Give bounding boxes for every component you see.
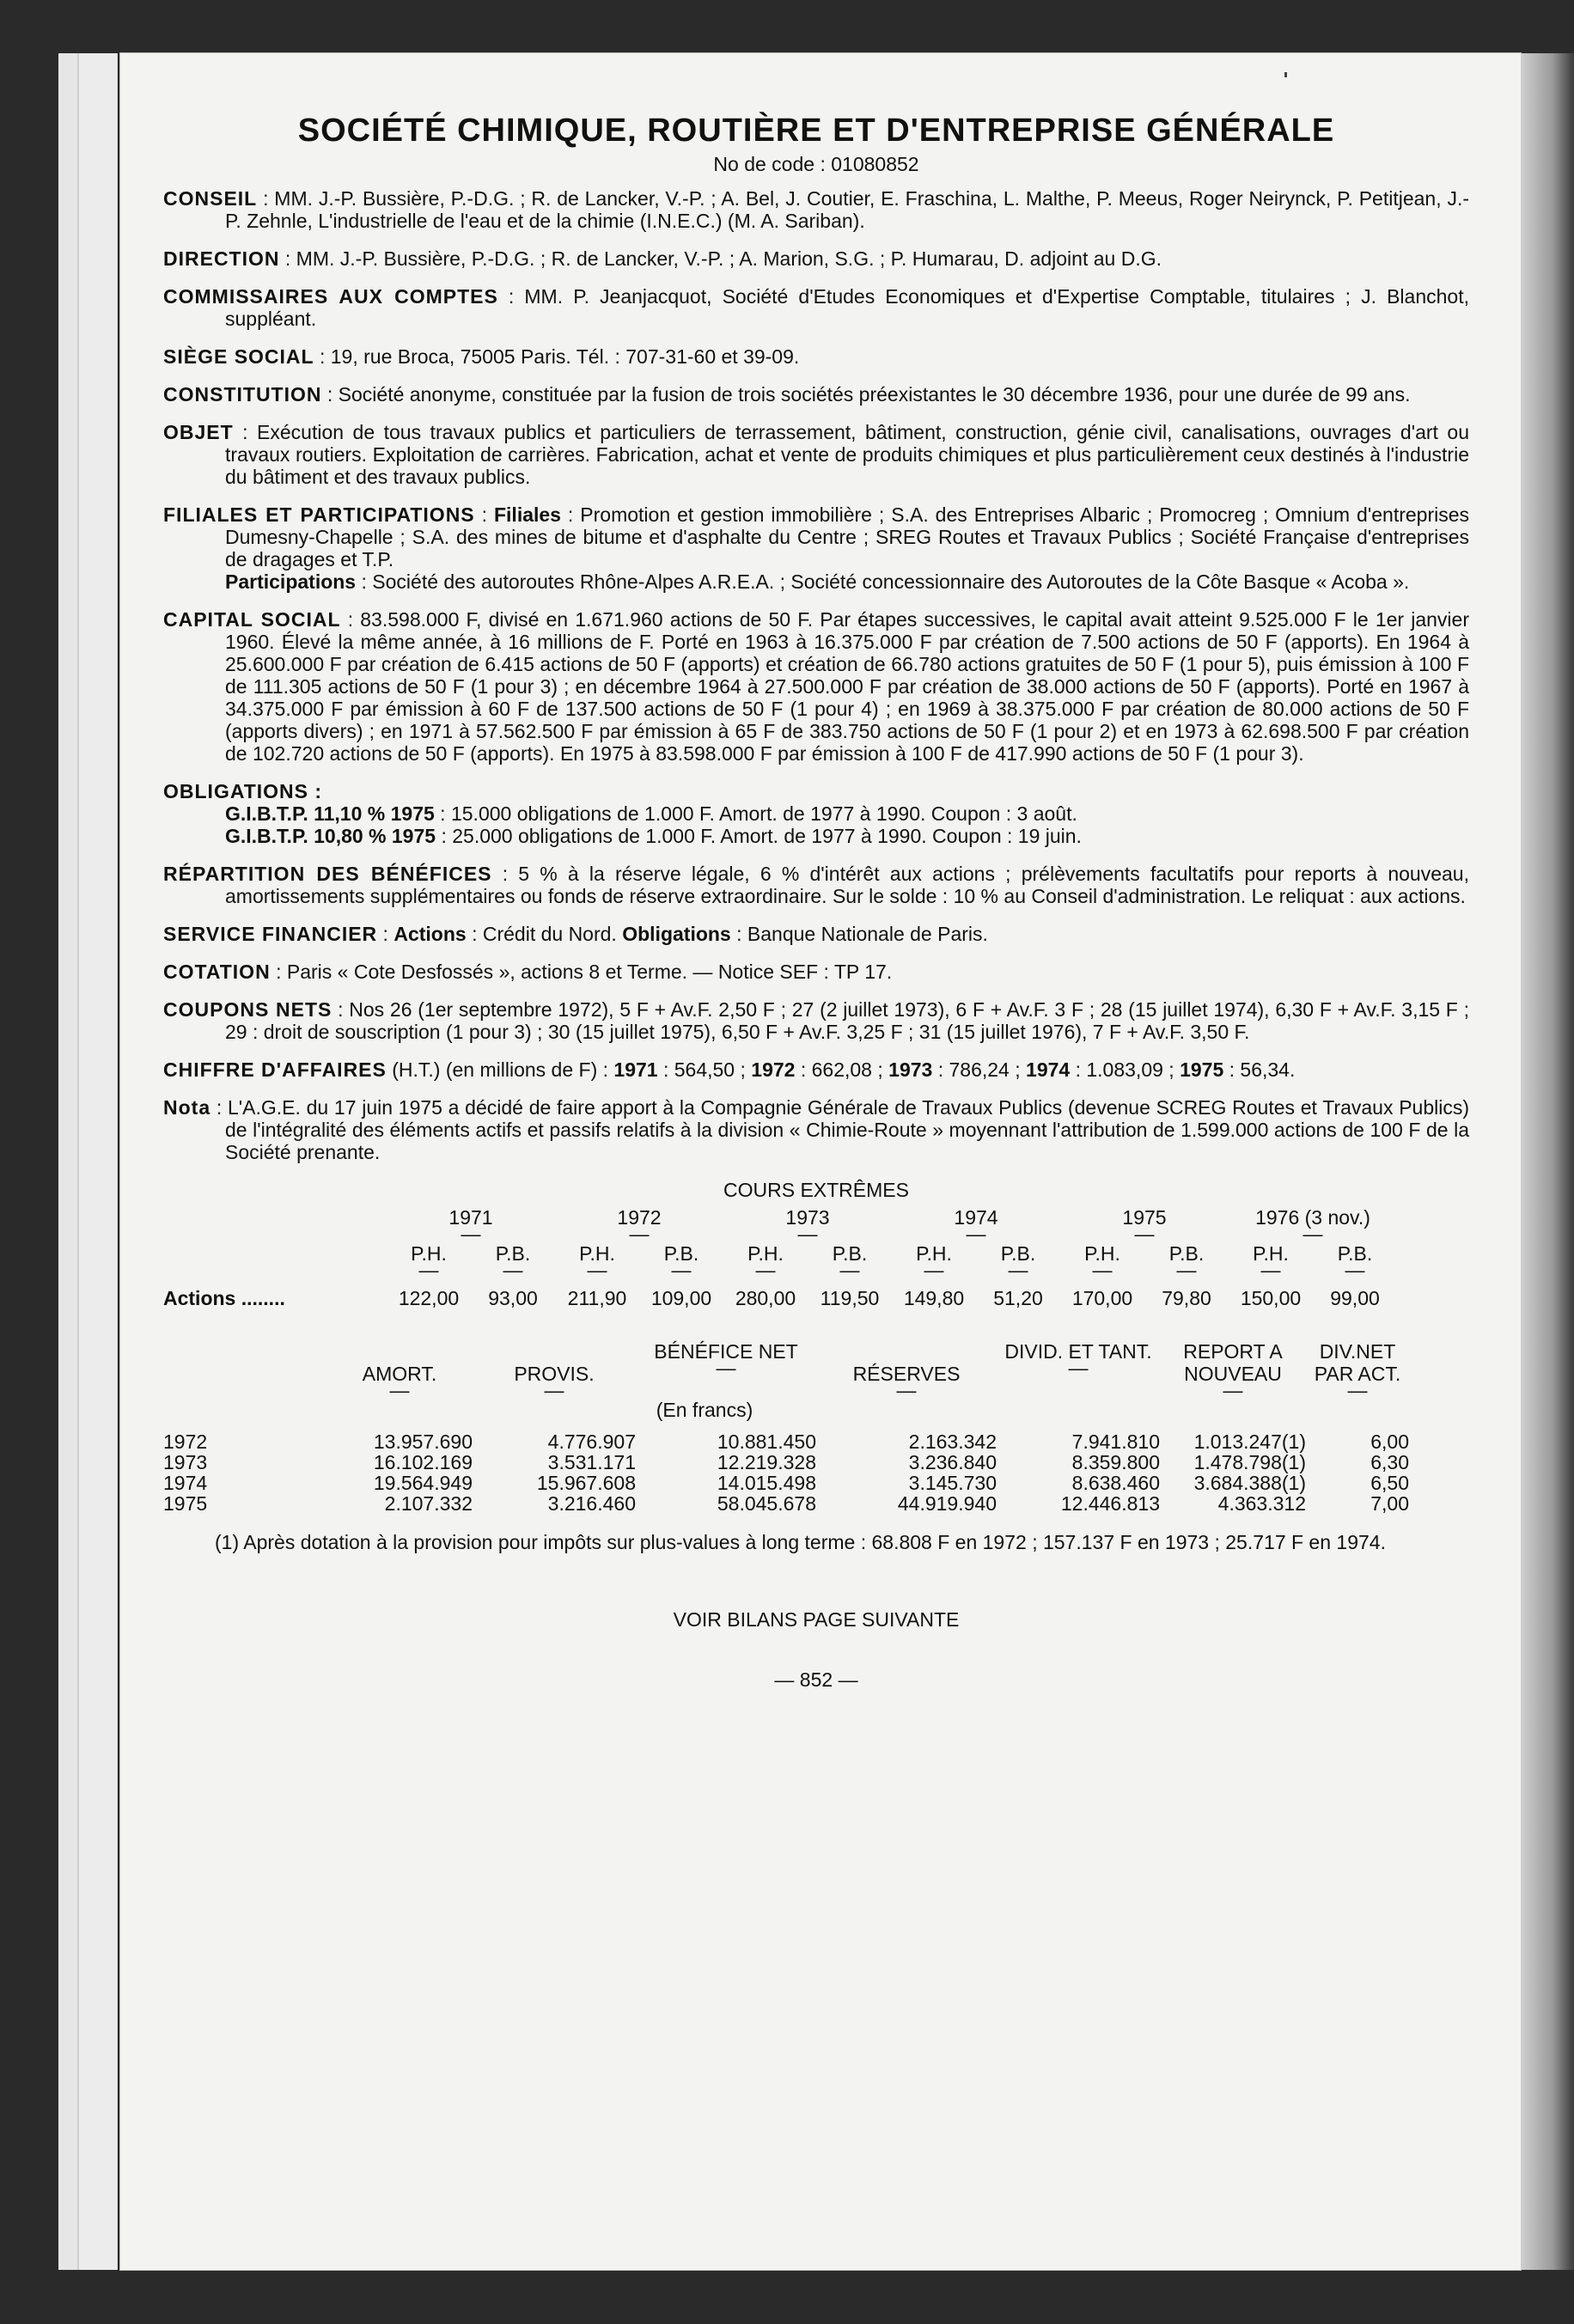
obligations-label: OBLIGATIONS : — [163, 780, 323, 802]
cours-value: 51,20 — [993, 1287, 1043, 1309]
book-gutter — [79, 53, 118, 2270]
results-unit: (En francs) — [656, 1399, 753, 1421]
results-col-header: BÉNÉFICE NET — — [654, 1340, 798, 1379]
row-year: 1974 — [163, 1472, 208, 1494]
chiffre-value: : 786,24 ; — [932, 1058, 1027, 1081]
obligation-name: G.I.B.T.P. 10,80 % 1975 — [225, 825, 436, 847]
table-cell: 13.957.690 — [373, 1430, 473, 1453]
results-header — [163, 1340, 1469, 1401]
cours-year: 1972 — — [617, 1206, 662, 1245]
cours-value: 79,80 — [1162, 1287, 1211, 1309]
table-cell: 15.967.608 — [536, 1472, 636, 1494]
cours-sub-header: P.B. — — [832, 1242, 868, 1281]
cours-value: 93,00 — [488, 1287, 538, 1309]
section-siege — [163, 345, 1469, 368]
service-label: SERVICE FINANCIER — [163, 923, 378, 945]
row-year: 1972 — [163, 1430, 208, 1453]
commissaires-label: COMMISSAIRES AUX COMPTES — [163, 285, 498, 308]
table-cell: 58.045.678 — [717, 1492, 816, 1515]
results-col-header: REPORT A NOUVEAU — — [1183, 1340, 1283, 1401]
table-cell: 12.219.328 — [717, 1451, 816, 1473]
table-cell: 44.919.940 — [897, 1492, 997, 1515]
service-obligations-text: : Banque Nationale de Paris. — [730, 923, 988, 945]
table-cell: 19.564.949 — [373, 1472, 473, 1494]
table-cell: 4.776.907 — [547, 1430, 636, 1453]
chiffre-value: : 564,50 ; — [657, 1058, 752, 1081]
repartition-text: : 5 % à la réserve légale, 6 % d'intérêt aux actions ; prélèvements facultatifs pour reports à nouveau, amortissements supplémentaires ou fonds de réserve extraordinaire. Sur le solde : 10 % au Conseil d'administration. Le reliquat : aux actions. — [225, 863, 1469, 907]
capital-text: : 83.598.000 F, divisé en 1.671.960 actions de 50 F. Par étapes successives, le capital avait atteint 9.525.000 F le 1er janvier 1960. Élevé la même année, à 16 millions de F. Porté en 1963 à 16.375.000 F par création de 7.500 actions de 50 F (apports). En 1964 à 25.600.000 F par création de 6.415 actions de 50 F (apports) et création de 66.780 actions gratuites de 50 F (1 pour 5), puis émission à 100 F de 111.305 actions de 50 F (1 pour 3) ; en décembre 1964 à 27.500.000 F par création de 38.000 actions de 50 F (apports). Porté en 1967 à 34.375.000 F par émission à 60 F de 137.500 actions de 50 F (1 pour 4) ; en 1969 à 38.375.000 F par création de 80.000 actions de 50 F (apports divers) ; en 1971 à 57.562.500 F par émission à 65 F de 383.750 actions de 50 F (1 pour 2) et en 1973 à 62.698.500 F par création de 102.720 actions de 50 F (apports). En 1975 à 83.598.000 F par émission à 100 F de 417.990 actions de 50 F (1 pour 3). — [225, 608, 1469, 765]
cours-sub-header: P.H. — — [1084, 1242, 1120, 1281]
table-cell: 10.881.450 — [717, 1430, 816, 1453]
cours-row-label: Actions ........ — [163, 1287, 285, 1309]
results-col-header: DIV.NET PAR ACT. — — [1314, 1340, 1401, 1401]
service-actions-sub: Actions — [394, 923, 467, 945]
cours-value: 280,00 — [735, 1287, 796, 1309]
obligation-line — [225, 825, 1469, 847]
chiffre-text: (H.T.) (en millions de F) : — [386, 1058, 614, 1081]
cours-sub-header: P.B. — — [1337, 1242, 1373, 1281]
constitution-label: CONSTITUTION — [163, 383, 322, 406]
section-capital — [163, 608, 1469, 765]
table-cell: 3.531.171 — [547, 1451, 636, 1473]
filiales-sub: Filiales — [493, 503, 561, 526]
cours-sub-header: P.B. — — [663, 1242, 699, 1281]
conseil-label: CONSEIL — [163, 187, 258, 210]
capital-label: CAPITAL SOCIAL — [163, 608, 341, 631]
chiffre-value: : 662,08 ; — [795, 1058, 889, 1081]
siege-text: : 19, rue Broca, 75005 Paris. Tél. : 707-31-60 et 39-09. — [314, 345, 800, 368]
chiffre-year: 1975 — [1180, 1058, 1224, 1081]
participations-text: : Société des autoroutes Rhône-Alpes A.R.E.A. ; Société concessionnaire des Autoroutes de la Côte Basque « Acoba ». — [356, 570, 1410, 593]
section-nota — [163, 1096, 1469, 1163]
table-cell: 3.684.388(1) — [1193, 1472, 1306, 1494]
results-col-header: DIVID. ET TANT. — — [1004, 1340, 1152, 1379]
company-code: No de code : 01080852 — [713, 153, 919, 175]
chiffre-year: 1972 — [751, 1058, 796, 1081]
direction-label: DIRECTION — [163, 247, 280, 270]
table-cell: 16.102.169 — [373, 1451, 473, 1473]
conseil-text: : MM. J.-P. Bussière, P.-D.G. ; R. de Lancker, V.-P. ; A. Bel, J. Coutier, E. Fraschina, L. Malthe, P. Meeus, Roger Neirynck, P. Petitjean, J.-P. Zehnle, L'industrielle de l'eau et de la chimie (I.N.E.C.) (M. A. Sariban). — [225, 187, 1469, 232]
table-row — [163, 1473, 1469, 1493]
results-col-header: AMORT. — — [362, 1363, 437, 1401]
section-constitution — [163, 383, 1469, 406]
results-footnote: (1) Après dotation à la provision pour impôts sur plus-values à long terme : 68.808 F en 1972 ; 157.137 F en 1973 ; 25.717 F en 1974. — [215, 1531, 1386, 1553]
obligation-line — [225, 802, 1469, 825]
table-cell: 3.145.730 — [908, 1472, 997, 1494]
cours-subheaders — [163, 1242, 1469, 1281]
row-year: 1973 — [163, 1451, 208, 1473]
results-spacer — [163, 1340, 326, 1395]
cours-value: 149,80 — [903, 1287, 965, 1309]
table-cell: 1.013.247(1) — [1193, 1430, 1306, 1453]
nota-label: Nota — [163, 1096, 211, 1119]
voir-bilans: VOIR BILANS PAGE SUIVANTE — [673, 1608, 960, 1631]
obligations-list — [163, 802, 1469, 847]
cours-year: 1973 — — [785, 1206, 830, 1245]
table-cell: 2.163.342 — [908, 1430, 997, 1453]
cours-value: 109,00 — [650, 1287, 712, 1309]
cours-value: 211,90 — [567, 1287, 627, 1309]
service-actions-text: : Crédit du Nord. — [466, 923, 623, 945]
cours-sub-header: P.H. — — [747, 1242, 784, 1281]
siege-label: SIÈGE SOCIAL — [163, 345, 314, 368]
service-obligations-sub: Obligations — [622, 923, 731, 945]
cours-sub-header: P.B. — — [1000, 1242, 1036, 1281]
section-service — [163, 923, 1469, 945]
chiffre-value: : 1.083,09 ; — [1070, 1058, 1180, 1081]
cours-sub-header: P.H. — — [411, 1242, 447, 1281]
coupons-text: : Nos 26 (1er septembre 1972), 5 F + Av.F. 2,50 F ; 27 (2 juillet 1973), 6 F + Av.F. 3 F ; 28 (15 juillet 1974), 6,30 F + Av.F. 3,15 F ; 29 : droit de souscription (1 pour 3) ; 30 (15 juillet 1975), 6,50 F + Av.F. 3,25 F ; 31 (15 juillet 1976), 7 F + Av.F. 3,50 F. — [225, 998, 1469, 1043]
table-cell: 1.478.798(1) — [1193, 1451, 1306, 1473]
section-obligations — [163, 780, 1469, 847]
section-cotation — [163, 961, 1469, 983]
section-direction — [163, 247, 1469, 270]
cours-year: 1975 — — [1122, 1206, 1167, 1245]
cours-sub-header: P.H. — — [916, 1242, 952, 1281]
direction-text: : MM. J.-P. Bussière, P.-D.G. ; R. de Lancker, V.-P. ; A. Marion, S.G. ; P. Humarau, D. adjoint au D.G. — [279, 247, 1162, 270]
nota-text: : L'A.G.E. du 17 juin 1975 a décidé de faire apport à la Compagnie Générale de Travaux Publics (devenue SCREG Routes et Travaux Publics) de l'intégralité des éléments actifs et passifs relatifs à la division « Chimie-Route » moyennant l'attribution de 1.599.000 actions de 100 F de la Société prenante. — [210, 1096, 1469, 1163]
table-cell: 8.638.460 — [1071, 1472, 1160, 1494]
commissaires-text: : MM. P. Jeanjacquot, Société d'Etudes Economiques et d'Expertise Comptable, titulaires ; J. Blanchot, suppléant. — [225, 285, 1469, 330]
coupons-label: COUPONS NETS — [163, 998, 332, 1021]
cours-years — [163, 1206, 1469, 1245]
table-cell: 2.107.332 — [384, 1492, 473, 1515]
cours-value: 119,50 — [820, 1287, 880, 1309]
page-content — [163, 112, 1469, 1691]
page-number: — 852 — — [774, 1668, 858, 1691]
section-chiffre — [163, 1058, 1469, 1081]
obligation-text: : 25.000 obligations de 1.000 F. Amort. de 1977 à 1990. Coupon : 19 juin. — [436, 825, 1082, 847]
table-cell: 3.236.840 — [908, 1451, 997, 1473]
table-cell: 6,50 — [1370, 1472, 1409, 1494]
page-speck — [1284, 72, 1287, 77]
results-col-header: PROVIS. — — [514, 1363, 595, 1401]
book-spine — [58, 53, 79, 2270]
cours-sub-header: P.H. — — [1253, 1242, 1289, 1281]
cours-value: 170,00 — [1071, 1287, 1133, 1309]
cotation-text: : Paris « Cote Desfossés », actions 8 et Terme. — Notice SEF : TP 17. — [270, 961, 893, 983]
cours-year: 1974 — — [954, 1206, 998, 1245]
table-row — [163, 1452, 1469, 1473]
table-cell: 7.941.810 — [1071, 1430, 1160, 1453]
service-sep: : — [377, 923, 394, 945]
cours-spacer — [163, 1206, 387, 1239]
chiffre-year: 1974 — [1026, 1058, 1071, 1081]
chiffre-year: 1973 — [888, 1058, 933, 1081]
cotation-label: COTATION — [163, 961, 271, 983]
objet-text: : Exécution de tous travaux publics et particuliers de terrassement, bâtiment, construction, génie civil, canalisations, ouvrages d'art ou travaux routiers. Exploitation de carrières. Fabrication, achat et vente de produits chimiques et plus particulièrement ceux destinés à l'industrie du bâtiment et des travaux publics. — [225, 421, 1469, 488]
obligation-text: : 15.000 obligations de 1.000 F. Amort. de 1977 à 1990. Coupon : 3 août. — [434, 802, 1077, 825]
chiffre-value: : 56,34. — [1223, 1058, 1296, 1081]
row-year: 1975 — [163, 1492, 208, 1515]
objet-label: OBJET — [163, 421, 234, 443]
cours-year: 1971 — — [448, 1206, 493, 1245]
cours-value: 150,00 — [1240, 1287, 1302, 1309]
cours-sub-header: P.B. — — [495, 1242, 531, 1281]
cours-year: 1976 (3 nov.) — — [1255, 1206, 1370, 1245]
repartition-label: RÉPARTITION DES BÉNÉFICES — [163, 863, 492, 885]
section-objet — [163, 421, 1469, 488]
company-title: SOCIÉTÉ CHIMIQUE, ROUTIÈRE ET D'ENTREPRISE GÉNÉRALE — [297, 113, 1335, 149]
table-cell: 3.216.460 — [547, 1492, 636, 1515]
page-edge — [1521, 53, 1574, 2270]
filiales-sep: : — [481, 503, 494, 526]
cours-title: COURS EXTRÊMES — [723, 1179, 909, 1201]
results-body — [163, 1431, 1469, 1514]
cours-value: 122,00 — [398, 1287, 460, 1309]
chiffre-year: 1971 — [613, 1058, 658, 1081]
participations-sub: Participations — [225, 570, 357, 593]
constitution-text: : Société anonyme, constituée par la fusion de trois sociétés préexistantes le 30 décembre 1936, pour une durée de 99 ans. — [321, 383, 1411, 406]
section-repartition — [163, 863, 1469, 907]
table-cell: 7,00 — [1370, 1492, 1409, 1515]
obligation-name: G.I.B.T.P. 11,10 % 1975 — [225, 802, 435, 825]
section-filiales — [163, 503, 1469, 593]
cours-sub-header: P.B. — — [1168, 1242, 1205, 1281]
table-row — [163, 1493, 1469, 1514]
table-cell: 4.363.312 — [1217, 1492, 1306, 1515]
table-cell: 6,00 — [1370, 1430, 1409, 1453]
cours-sub-header: P.H. — — [579, 1242, 615, 1281]
cours-spacer — [163, 1242, 387, 1275]
section-conseil — [163, 187, 1469, 232]
cours-actions-row — [163, 1287, 1469, 1309]
section-coupons — [163, 998, 1469, 1043]
cours-value: 99,00 — [1330, 1287, 1380, 1309]
filiales-text: : Promotion et gestion immobilière ; S.A. des Entreprises Albaric ; Promocreg ; Omnium d'entreprises Dumesny-Chapelle ; S.A. des mines de bitume et d'asphalte du Centre ; SREG Routes et Travaux Publics ; Société Française d'entreprises de dragages et T.P. — [225, 503, 1470, 570]
table-cell: 14.015.498 — [717, 1472, 816, 1494]
table-cell: 6,30 — [1370, 1451, 1409, 1473]
filiales-label: FILIALES ET PARTICIPATIONS — [163, 503, 475, 526]
chiffre-label: CHIFFRE D'AFFAIRES — [163, 1058, 387, 1081]
section-commissaires — [163, 285, 1469, 330]
table-cell: 12.446.813 — [1060, 1492, 1160, 1515]
table-cell: 8.359.800 — [1071, 1451, 1160, 1473]
table-row — [163, 1431, 1469, 1452]
results-col-header: RÉSERVES — — [852, 1363, 961, 1401]
